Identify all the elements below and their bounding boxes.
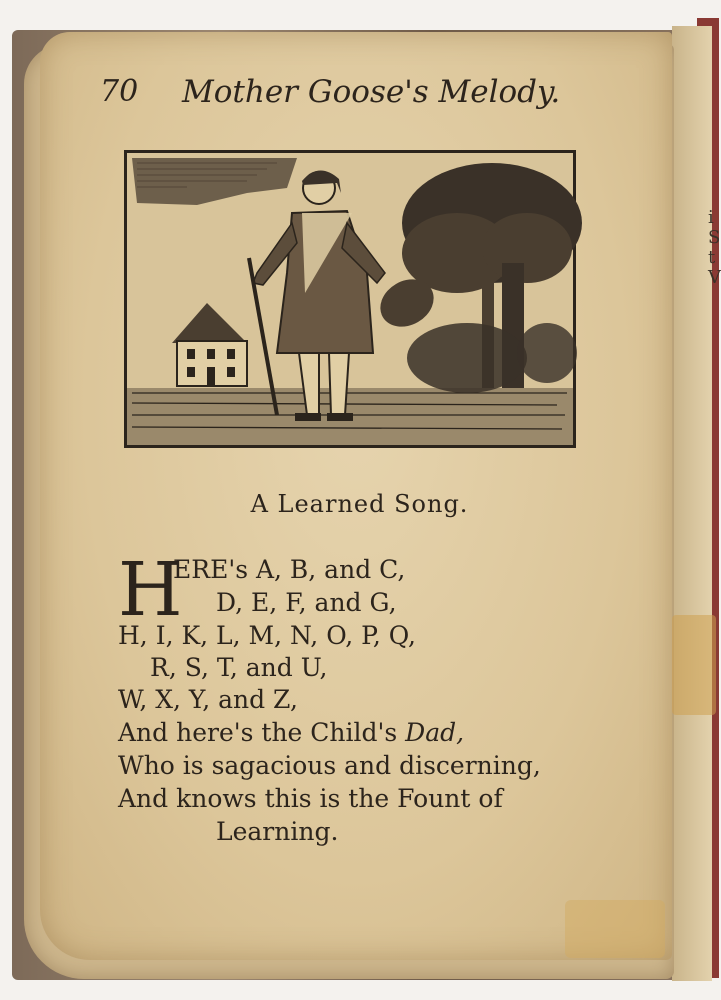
- poem-line: R, S, T, and U,: [150, 653, 328, 682]
- poem-line: And knows this is the Fount of: [118, 784, 503, 813]
- woodcut-illustration: [124, 150, 576, 448]
- woodcut-gentleman-with-cane-icon: [127, 153, 573, 445]
- poem-line: H, I, K, L, M, N, O, P, Q,: [118, 621, 416, 650]
- page-stain: [565, 900, 665, 958]
- poem-line: D, E, F, and G,: [216, 588, 397, 617]
- page-stain: [672, 615, 716, 715]
- page-header: [100, 70, 560, 120]
- song-title: A Learned Song.: [250, 490, 469, 518]
- drop-cap: H: [118, 547, 183, 633]
- poem-line: W, X, Y, and Z,: [118, 685, 298, 714]
- house-icon: [172, 303, 247, 386]
- poem-line: Learning.: [216, 817, 339, 846]
- poem-line: Who is sagacious and discerning,: [118, 751, 541, 780]
- running-title: Mother Goose's Melody.: [182, 74, 561, 110]
- poem-line: [118, 718, 464, 747]
- facing-page-fragment: i S t V: [708, 207, 721, 288]
- page-number: 70: [100, 74, 139, 109]
- poem-line-emphasis: Dad,: [405, 718, 465, 747]
- poem-line-text: And here's the Child's: [118, 718, 398, 747]
- poem-line: ERE's A, B, and C,: [173, 555, 406, 584]
